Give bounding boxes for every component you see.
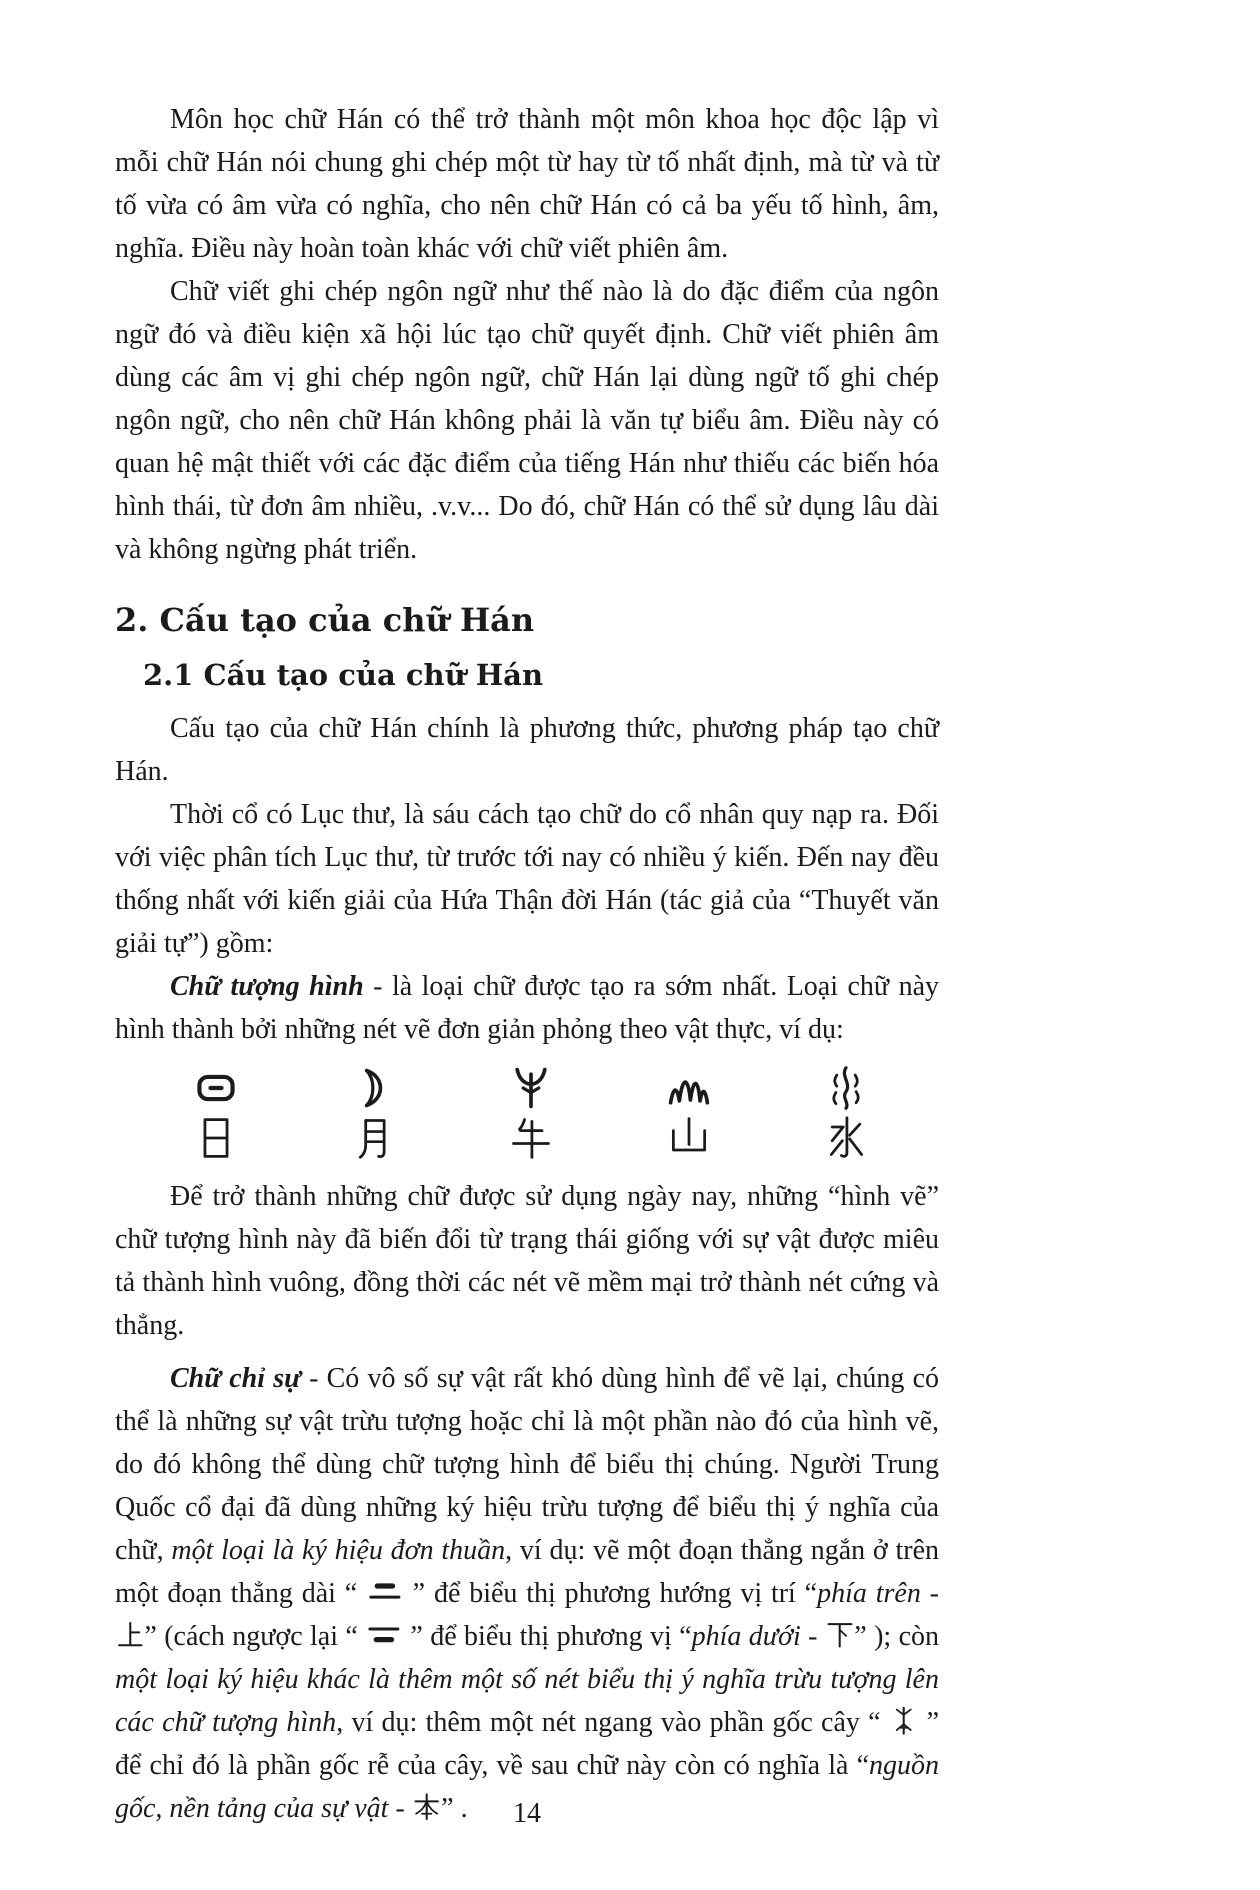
text-run: ” . — [441, 1793, 468, 1824]
kanji-moon-glyph — [351, 1115, 397, 1161]
text-run: một loại là ký hiệu đơn thuần — [171, 1535, 506, 1566]
kanji-up-glyph — [115, 1620, 144, 1649]
text-run: phía trên - — [817, 1578, 939, 1609]
paragraph-pictographic-chars — [115, 965, 939, 1051]
pict-ox-glyph — [508, 1065, 554, 1111]
text-run: , ví dụ: thêm một nét ngang vào phần gốc cây “ — [336, 1707, 889, 1738]
text-run: Thời cổ có Lục thư, là sáu cách tạo chữ do cổ nhân quy nạp ra. Đối với việc phân tích Lục thư, từ trước tới nay có nhiều ý kiến. Đến nay đều thống nhất với kiến giải của Hứa Thận đời Hán (tác giả của “Thuyết văn giải tự”) gồm: — [115, 799, 939, 959]
subsection-heading-structure: 2.1 Cấu tạo của chữ Hán — [143, 658, 544, 692]
paragraph-indicative-chars — [115, 1357, 939, 1830]
page-number: 14 — [513, 1798, 541, 1829]
paragraph-evolution — [115, 1175, 939, 1347]
text-run: - là loại chữ được tạo ra sớm nhất. Loại chữ này hình thành bởi những nét vẽ đơn giản phỏng theo vật thực, ví dụ: — [115, 971, 940, 1045]
modern-character-row — [115, 1115, 939, 1161]
ancient-pictograph-row — [115, 1065, 939, 1111]
paragraph-luc-thu — [115, 793, 939, 965]
paragraph-writing-system — [115, 270, 939, 571]
text-run: Để trở thành những chữ được sử dụng ngày nay, những “hình vẽ” chữ tượng hình này đã biến đổi từ trạng thái giống với sự vật được miêu tả thành hình vuông, đồng thời các nét vẽ mềm mại trở thành nét cứng và thẳng. — [115, 1181, 939, 1341]
text-run: ” để biểu thị phương vị “ — [403, 1621, 692, 1652]
text-run: ” để biểu thị phương hướng vị trí “ — [403, 1578, 818, 1609]
text-run: nguồn gốc, nền tảng của sự vật - — [115, 1750, 939, 1824]
pict-moon-glyph — [351, 1065, 397, 1111]
text-run: , ví dụ: vẽ một đoạn thẳng ngắn ở trên một đoạn thẳng dài “ — [115, 1535, 939, 1609]
sym-above-glyph — [366, 1578, 404, 1605]
text-run: ” (cách ngược lại “ — [144, 1621, 366, 1652]
text-run: phía dưới - — [691, 1621, 825, 1652]
pict-sun-glyph — [193, 1065, 239, 1111]
pict-water-glyph — [823, 1065, 869, 1111]
text-run: - Có vô số sự vật rất khó dùng hình để vẽ lại, chúng có thể là những sự vật trừu tượng hoặc chỉ là một phần nào đó của hình vẽ, do đó không thể dùng chữ tượng hình để biểu thị chúng. Người Trung Quốc cổ đại đã dùng những ký hiệu trừu tượng để biểu thị ý nghĩa của chữ, — [115, 1363, 939, 1566]
text-run: ” để chỉ đó là phần gốc rễ của cây, về sau chữ này còn có nghĩa là “ — [115, 1707, 939, 1781]
paragraph-han-science — [115, 98, 939, 270]
paragraph-structure-intro — [115, 707, 939, 793]
kanji-sun-glyph — [193, 1115, 239, 1161]
kanji-down-glyph — [825, 1620, 854, 1649]
text-run: Cấu tạo của chữ Hán chính là phương thức, phương pháp tạo chữ Hán. — [115, 713, 939, 787]
text-run: ” ); còn — [854, 1621, 939, 1652]
pict-tree-glyph — [889, 1706, 918, 1735]
kanji-water-glyph — [823, 1115, 869, 1161]
page-content — [115, 98, 939, 1830]
text-run: Môn học chữ Hán có thể trở thành một môn khoa học độc lập vì mỗi chữ Hán nói chung ghi chép một từ hay từ tố nhất định, mà từ và từ tố vừa có âm vừa có nghĩa, cho nên chữ Hán có cả ba yếu tố hình, âm, nghĩa. Điều này hoàn toàn khác với chữ viết phiên âm. — [115, 104, 939, 264]
sym-below-glyph — [365, 1621, 403, 1648]
text-run: một loại ký hiệu khác là thêm một số nét biểu thị ý nghĩa trừu tượng lên các chữ tượng hình — [115, 1664, 939, 1738]
text-run: Chữ chỉ sự — [170, 1363, 301, 1394]
text-run: Chữ viết ghi chép ngôn ngữ như thế nào là do đặc điểm của ngôn ngữ đó và điều kiện xã hội lúc tạo chữ quyết định. Chữ viết phiên âm dùng các âm vị ghi chép ngôn ngữ, chữ Hán lại dùng ngữ tố ghi chép ngôn ngữ, cho nên chữ Hán không phải là văn tự biểu âm. Điều này có quan hệ mật thiết với các đặc điểm của tiếng Hán như thiếu các biến hóa hình thái, từ đơn âm nhiều, .v.v... Do đó, chữ Hán có thể sử dụng lâu dài và không ngừng phát triển. — [115, 276, 939, 565]
section-heading-structure: 2. Cấu tạo của chữ Hán — [115, 601, 535, 639]
kanji-ox-glyph — [508, 1115, 554, 1161]
pict-mountain-glyph — [666, 1065, 712, 1111]
text-run: Chữ tượng hình — [170, 971, 364, 1002]
kanji-mountain-glyph — [666, 1115, 712, 1161]
